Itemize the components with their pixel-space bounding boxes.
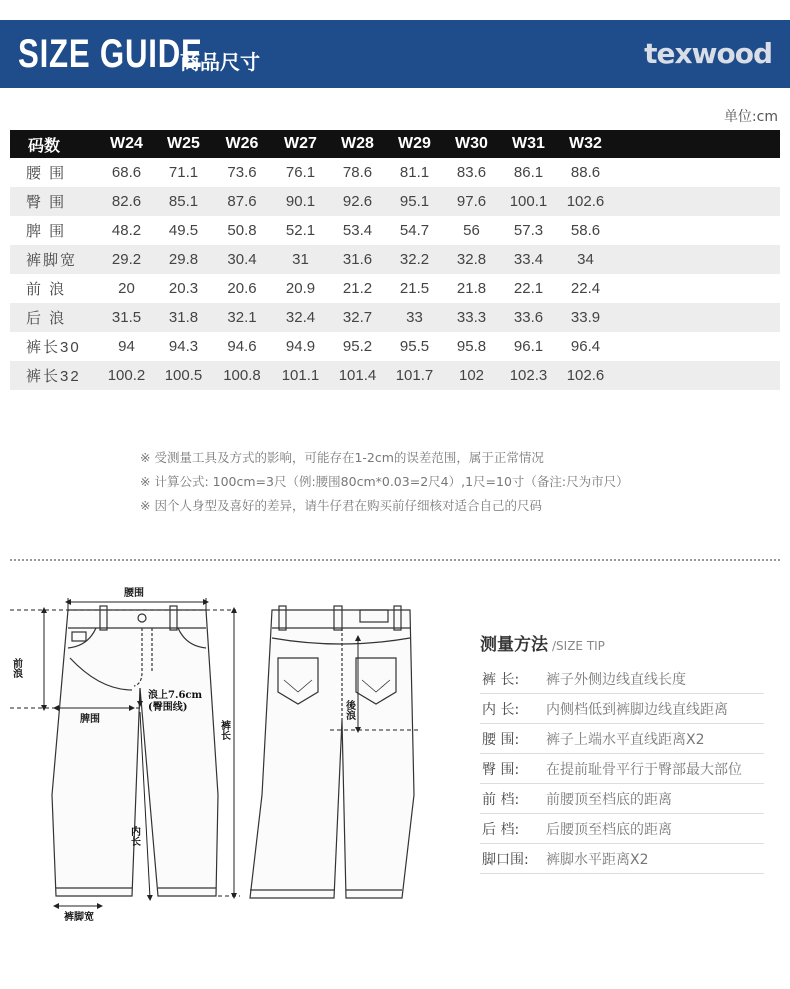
table-cell: 31.5 [98,303,155,332]
table-row [10,303,780,332]
back-jeans-icon [250,606,414,898]
row-label: 裤脚宽 [10,245,98,274]
label-waist: 腰围 [124,588,144,599]
table-cell: 73.6 [227,164,257,181]
table-cell: 101.1 [272,361,329,390]
table-cell: 20.3 [168,280,199,297]
table-cell: 94.9 [285,338,316,355]
table-cell: 94.6 [227,338,257,355]
table-row [10,332,780,361]
table-body [10,158,780,390]
table-cell: 68.6 [111,164,142,181]
table-cell-spacer [614,216,780,245]
table-cell: 102 [443,361,500,390]
row-label: 后 浪 [10,303,98,332]
table-cell: 96.4 [570,338,601,355]
table-cell: 32.8 [443,245,500,274]
table-cell: 95.2 [342,338,373,355]
size-tip-row [480,694,764,724]
table-cell: 100.1 [500,187,557,216]
size-tip-desc: 在提前耻骨平行于臀部最大部位 [546,761,742,778]
size-tip-desc: 后腰顶至档底的距离 [546,821,672,838]
size-tip-key: 内 长: [482,701,520,718]
size-guide-subtitle: 商品尺寸 [180,50,260,74]
note-line: ※ 计算公式: 100cm=3尺（例:腰围80cm*0.03=2尺4）,1尺=10寸（备注:尺为市尺） [140,474,629,489]
column-header: W32 [557,130,614,158]
brand-logo: texwood [644,37,772,70]
front-jeans-icon [52,606,218,896]
table-header-row [10,130,780,158]
jeans-diagram [0,580,470,980]
table-cell: 52.1 [285,222,316,239]
size-guide-title: SIZE GUIDE [18,32,203,76]
table-cell: 20 [118,280,135,297]
table-cell: 21.8 [456,280,487,297]
table-cell: 101.7 [386,361,443,390]
table-cell: 29.2 [98,245,155,274]
unit-label: 单位:cm [723,109,778,125]
table-cell: 31.8 [155,303,212,332]
size-tip-row [480,754,764,784]
table-cell: 56 [463,222,480,239]
table-cell: 95.8 [456,338,487,355]
label-leg-opening: 裤脚宽 [64,912,94,923]
table-row [10,361,780,390]
size-tip-key: 臀 围: [482,761,520,778]
size-tip-title-en: /SIZE TIP [552,639,605,653]
label-front-rise: 前浪 [10,658,22,678]
table-cell: 32.1 [212,303,272,332]
table-cell: 33.3 [443,303,500,332]
table-cell: 49.5 [168,222,199,239]
table-cell: 86.1 [513,164,544,181]
table-cell: 32.7 [329,303,386,332]
dotted-divider [10,559,780,561]
table-cell: 95.1 [386,187,443,216]
size-tip-key: 脚口围: [482,851,529,868]
table-cell: 57.3 [513,222,544,239]
table-cell: 54.7 [399,222,430,239]
table-cell: 33 [386,303,443,332]
size-tip-key: 后 档: [482,821,520,838]
header-banner [0,20,790,88]
size-tip-row [480,724,764,754]
table-cell: 81.1 [399,164,430,181]
table-cell: 33.9 [557,303,614,332]
table-corner-header: 码数 [10,130,98,158]
table-cell: 48.2 [111,222,142,239]
table-cell: 94 [118,338,135,355]
column-header: W30 [443,130,500,158]
table-cell: 78.6 [342,164,373,181]
table-cell: 100.2 [98,361,155,390]
row-label: 腰 围 [26,165,67,182]
table-cell: 85.1 [155,187,212,216]
table-cell: 29.8 [155,245,212,274]
table-cell: 31.6 [329,245,386,274]
note-line: ※ 因个人身型及喜好的差异，请牛仔君在购买前仔细核对适合自己的尺码 [140,498,542,513]
table-cell: 102.6 [557,361,614,390]
table-cell-spacer [614,332,780,361]
table-cell: 30.4 [212,245,272,274]
table-cell: 34 [557,245,614,274]
row-label: 脾 围 [26,223,67,240]
table-cell: 100.5 [155,361,212,390]
table-cell: 32.4 [272,303,329,332]
table-cell: 83.6 [456,164,487,181]
table-cell: 95.5 [399,338,430,355]
size-tip-desc: 内侧档低到裤脚边线直线距离 [546,701,728,718]
table-cell: 87.6 [212,187,272,216]
table-cell: 92.6 [329,187,386,216]
table-cell: 88.6 [570,164,601,181]
table-cell-spacer [614,245,780,274]
table-cell: 82.6 [98,187,155,216]
size-tip-desc: 裤脚水平距离X2 [546,851,649,868]
table-row [10,158,780,187]
row-label: 裤长30 [26,339,81,356]
column-header: W26 [212,130,272,158]
table-cell: 102.3 [500,361,557,390]
table-cell: 97.6 [443,187,500,216]
table-row [10,245,780,274]
table-cell: 101.4 [329,361,386,390]
table-cell: 50.8 [227,222,257,239]
column-header: W24 [98,130,155,158]
label-inseam: 内长 [128,826,140,846]
table-row [10,216,780,245]
size-tip-title: 测量方法 [480,635,548,655]
label-rise-note-1: 浪上7.6cm [148,690,203,701]
size-tip-desc: 裤子上端水平直线距离X2 [546,731,705,748]
table-cell: 96.1 [513,338,544,355]
column-header: W25 [155,130,212,158]
table-cell: 21.2 [342,280,373,297]
size-table [10,130,780,390]
table-cell: 100.8 [212,361,272,390]
size-tip-list [480,664,764,874]
size-tip-row [480,784,764,814]
table-cell: 102.6 [557,187,614,216]
size-tip-key: 腰 围: [482,731,520,748]
table-cell: 94.3 [168,338,199,355]
size-tip-key: 裤 长: [482,671,520,688]
table-cell: 71.1 [168,164,199,181]
table-cell: 58.6 [570,222,601,239]
size-tip-desc: 前腰顶至档底的距离 [546,791,672,808]
table-cell: 76.1 [285,164,316,181]
size-tip-key: 前 档: [482,791,520,808]
table-cell-spacer [614,187,780,216]
table-cell-spacer [614,303,780,332]
table-cell: 21.5 [399,280,430,297]
table-cell: 20.6 [227,280,257,297]
table-cell-spacer [614,274,780,303]
table-cell: 31 [272,245,329,274]
column-header: W27 [272,130,329,158]
column-header: W28 [329,130,386,158]
table-cell: 53.4 [342,222,373,239]
label-outseam: 裤长 [218,720,230,740]
label-back-rise: 後浪 [343,700,355,720]
column-header: W29 [386,130,443,158]
table-cell: 22.1 [513,280,544,297]
column-header: W31 [500,130,557,158]
table-cell: 90.1 [272,187,329,216]
label-thigh: 脾围 [80,714,100,725]
table-cell: 33.6 [500,303,557,332]
size-tip-row [480,664,764,694]
table-cell: 22.4 [570,280,601,297]
table-row [10,274,780,303]
table-cell: 20.9 [285,280,316,297]
size-tip-row [480,844,764,874]
table-cell: 33.4 [500,245,557,274]
row-label: 臀 围 [10,187,98,216]
table-row [10,187,780,216]
size-tip-row [480,814,764,844]
row-label: 裤长32 [10,361,98,390]
size-tip-heading [480,630,605,655]
table-cell-spacer [614,158,780,187]
size-tip-desc: 裤子外侧边线直线长度 [546,671,686,688]
table-cell-spacer [614,361,780,390]
table-cell: 32.2 [386,245,443,274]
label-rise-note-2: (臀围线) [148,702,188,713]
notes [140,446,629,518]
row-label: 前 浪 [26,281,67,298]
note-line: ※ 受测量工具及方式的影响，可能存在1-2cm的误差范围，属于正常情况 [140,450,544,465]
column-header-spacer [614,130,780,158]
